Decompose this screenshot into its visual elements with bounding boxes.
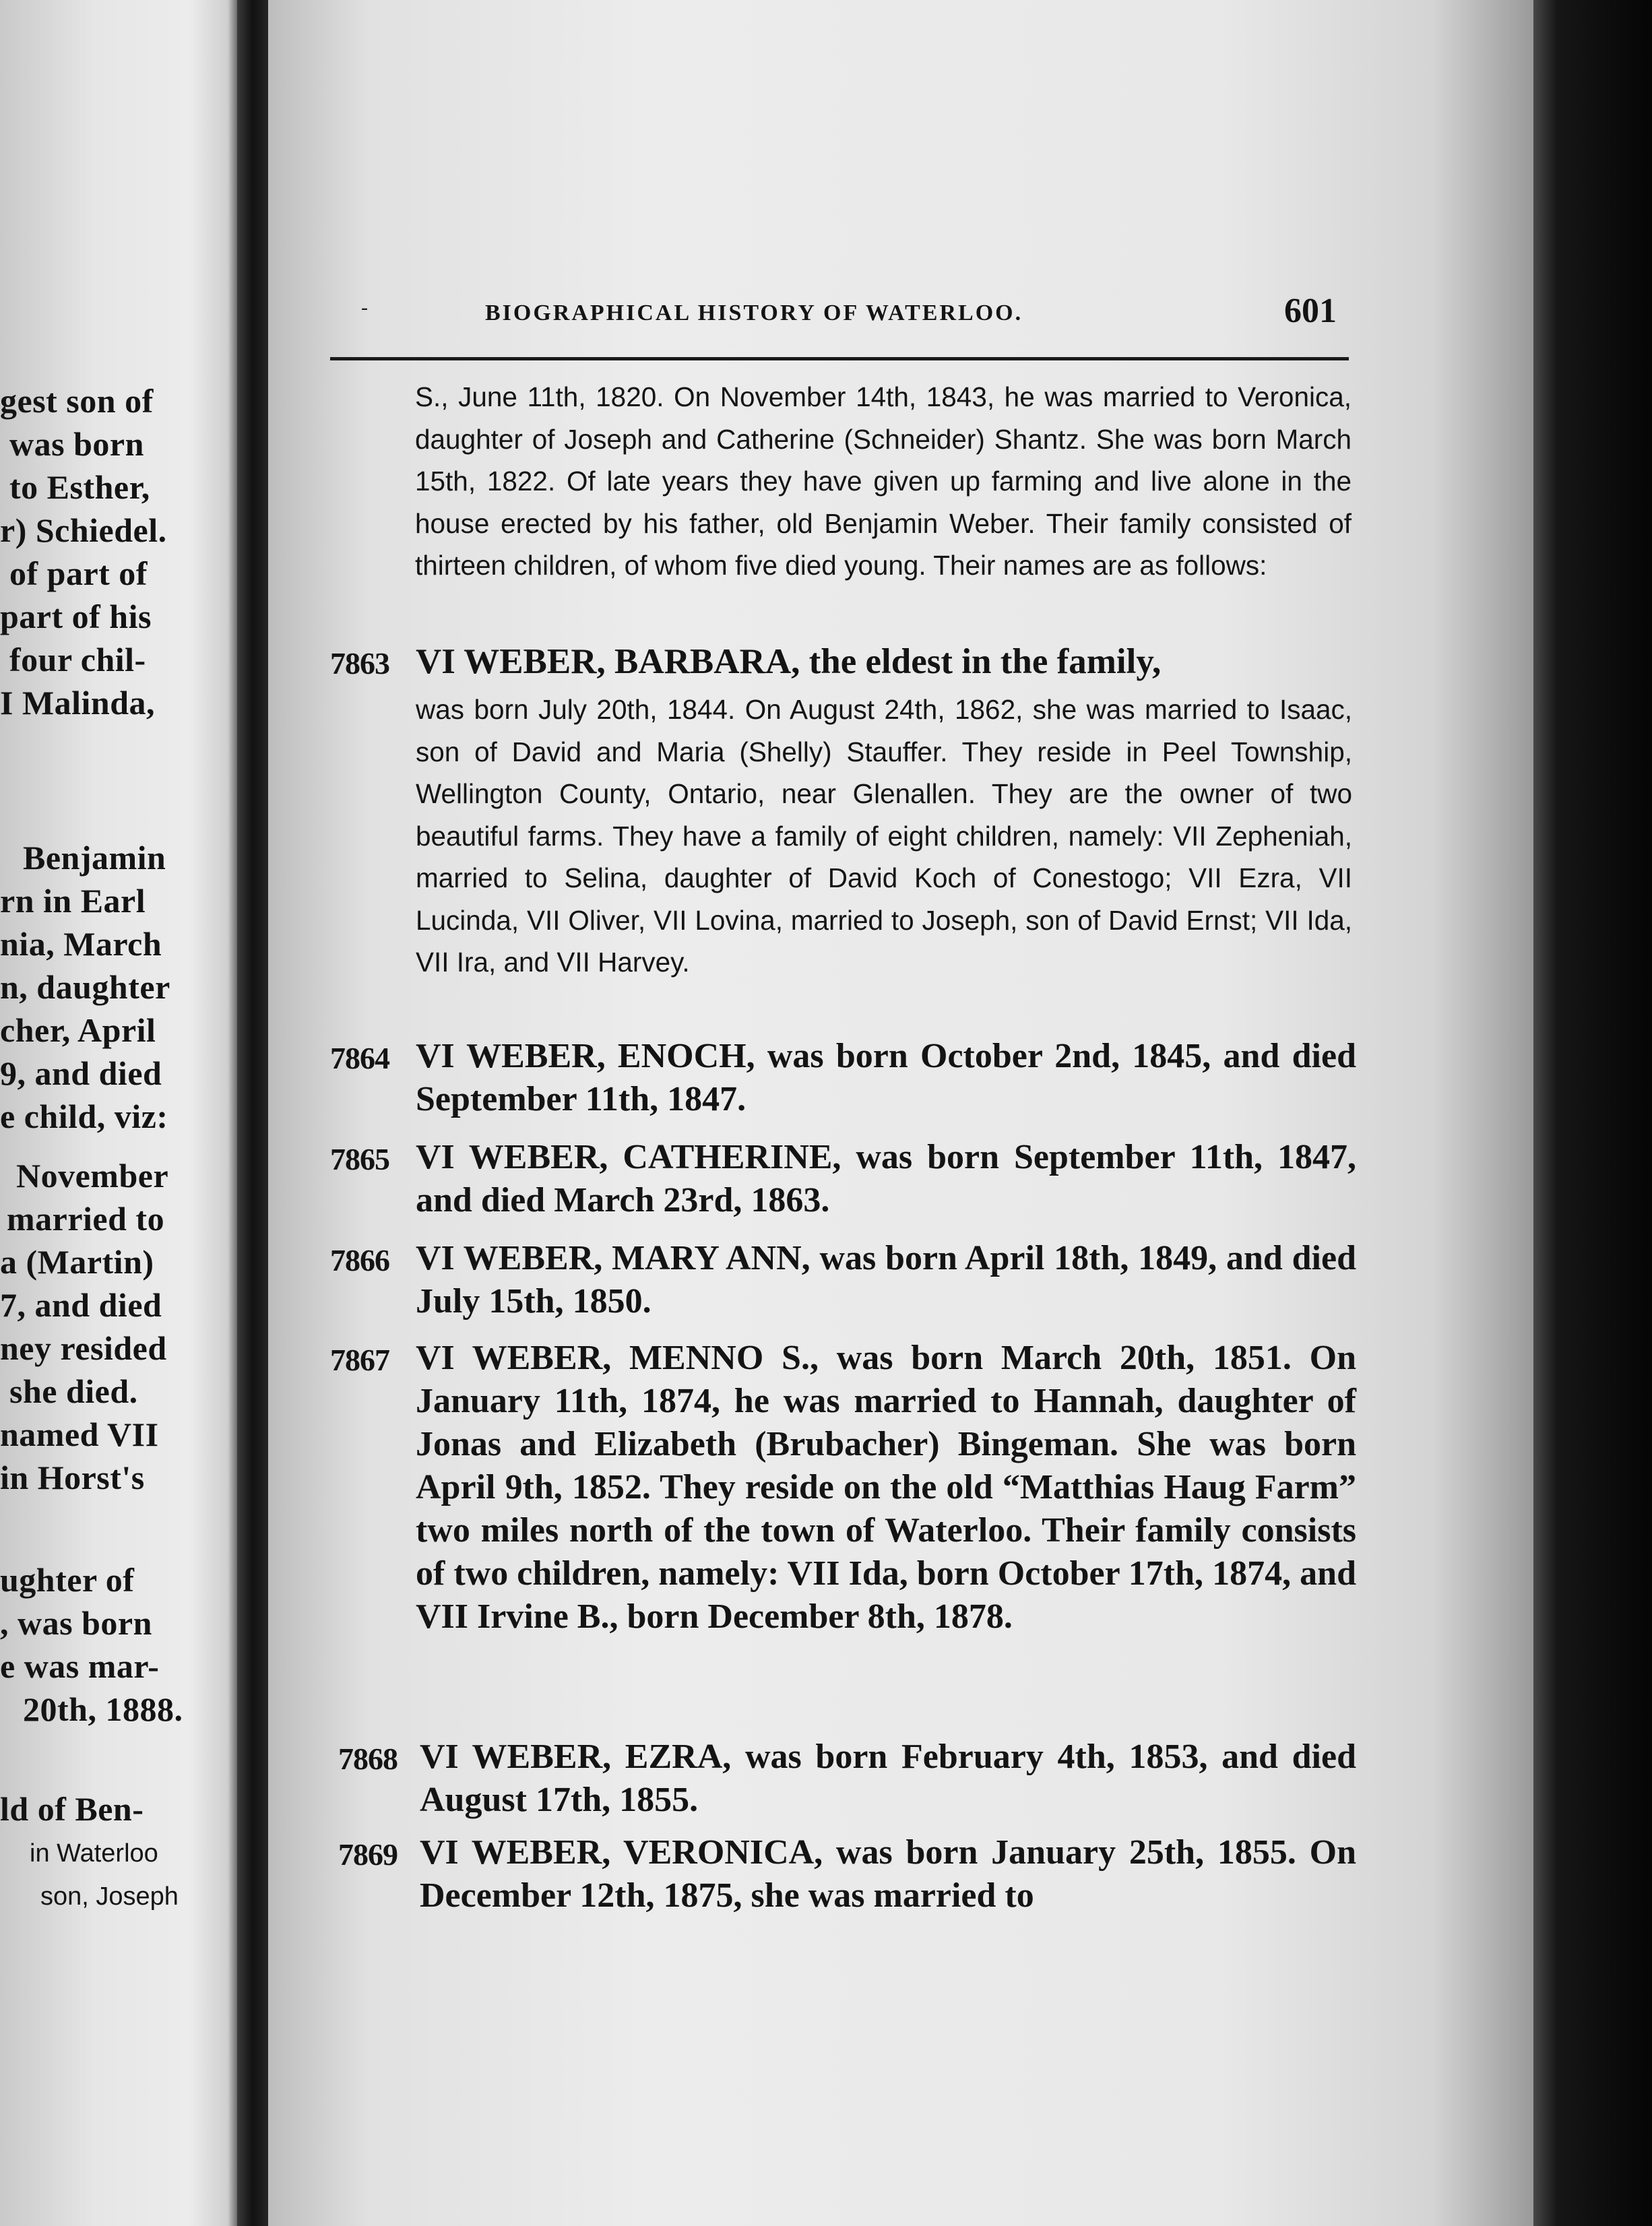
right-page [268,0,1533,2226]
left-line-28: ld of Ben- [0,1790,144,1828]
entry-7864 [330,1035,1354,1129]
left-line-16: November [16,1157,169,1195]
page-number: 601 [1284,292,1337,330]
entry-7869 [330,1831,1354,1926]
entry-7867 [330,1337,1354,1727]
left-line-9: Benjamin [23,839,166,877]
page-edge-shadow [1533,0,1652,2226]
entry-text: VI WEBER, VERONICA, was born January 25th, 1855. On December 12th, 1875, she was married to [420,1833,1356,1915]
left-line-2: was born [9,425,144,463]
left-line-27: 20th, 1888. [23,1690,183,1728]
left-page-fragment [0,0,237,2226]
left-line-30: son, Joseph [40,1882,179,1911]
entry-number: 7867 [330,1343,389,1377]
left-line-19: 7, and died [0,1286,162,1324]
entry-7866 [330,1237,1354,1331]
left-line-4: r) Schiedel. [0,511,167,549]
left-line-21: she died. [9,1372,138,1410]
entry-text: VI WEBER, CATHERINE, was born September 11th, 1847, and died March 23rd, 1863. [416,1138,1356,1219]
entry-text: VI WEBER, MENNO S., was born March 20th, 1851. On January 11th, 1874, he was married to Hannah, daughter of Jonas and Elizabeth (Brubacher) Bingeman. She was born April 9th, 1852. They reside on the old “Matthias Haug Farm” two miles north of the town of Waterloo. Their family consists of two children, namely: VII Ida, born October 17th, 1874, and VII Irvine B., born December 8th, 1878. [416,1339,1356,1636]
left-line-8: I Malinda, [0,684,156,722]
book-gutter [237,0,268,2226]
entry-number: 7864 [330,1041,389,1075]
left-line-15: e child, viz: [0,1098,168,1135]
entry-text: VI WEBER, MARY ANN, was born April 18th, 1849, and died July 15th, 1850. [416,1239,1356,1321]
entry-body: was born July 20th, 1844. On August 24th, 1862, she was married to Isaac, son of David and Maria (Shelly) Stauffer. They reside in Peel Township, Wellington County, Ontario, near Glenallen. They are the owner of two beautiful farms. They have a family of eight children, namely: VII Zepheniah, married to Selina, daughter of David Koch of Conestogo; VII Ezra, VII Lucinda, VII Oliver, VII Lovina, married to Joseph, son of David Ernst; VII Ida, VII Ira, and VII Harvey. [416,694,1352,978]
left-line-25: , was born [0,1604,152,1642]
entry-number: 7869 [338,1837,398,1872]
left-line-17: married to [7,1200,165,1238]
entry-number: 7863 [330,646,389,680]
left-line-18: a (Martin) [0,1243,154,1281]
entry-text: VI WEBER, EZRA, was born February 4th, 1853, and died August 17th, 1855. [420,1738,1356,1819]
entry-number: 7868 [338,1742,398,1776]
entry-text: VI WEBER, ENOCH, was born October 2nd, 1845, and died September 11th, 1847. [416,1037,1356,1118]
entry-7865 [330,1136,1354,1230]
left-line-7: four chil- [9,641,146,678]
left-line-23: in Horst's [0,1459,145,1496]
left-line-20: ney resided [0,1329,167,1367]
entry-number: 7866 [330,1243,389,1277]
left-line-13: cher, April [0,1011,156,1049]
entry-number: 7865 [330,1142,389,1176]
left-line-12: n, daughter [0,968,170,1006]
entry-7863 [330,641,1354,1019]
left-line-29: in Waterloo [30,1839,158,1868]
left-line-10: rn in Earl [0,882,146,920]
left-line-11: nia, March [0,925,162,963]
left-line-14: 9, and died [0,1054,162,1092]
left-line-5: of part of [9,554,148,592]
entry-7868 [330,1736,1354,1830]
header-left-mark: - [361,296,368,319]
left-line-26: e was mar- [0,1647,160,1685]
left-line-22: named VII [0,1416,159,1453]
entry-heading: VI WEBER, BARBARA, the eldest in the family, [416,642,1162,681]
left-line-6: part of his [0,598,152,635]
left-line-3: to Esther, [9,468,150,506]
intro-paragraph: S., June 11th, 1820. On November 14th, 1843, he was married to Veronica, daughter of Joseph and Catherine (Schneider) Shantz. She was born March 15th, 1822. Of late years they have given up farming and live alone in the house erected by his father, old Benjamin Weber. Their family consisted of thirteen children, of whom five died young. Their names are as follows: [415,381,1352,581]
left-line-24: ughter of [0,1561,135,1599]
header-rule [330,357,1349,360]
left-line-1: gest son of [0,382,154,420]
running-title: BIOGRAPHICAL HISTORY OF WATERLOO. [485,300,1023,325]
